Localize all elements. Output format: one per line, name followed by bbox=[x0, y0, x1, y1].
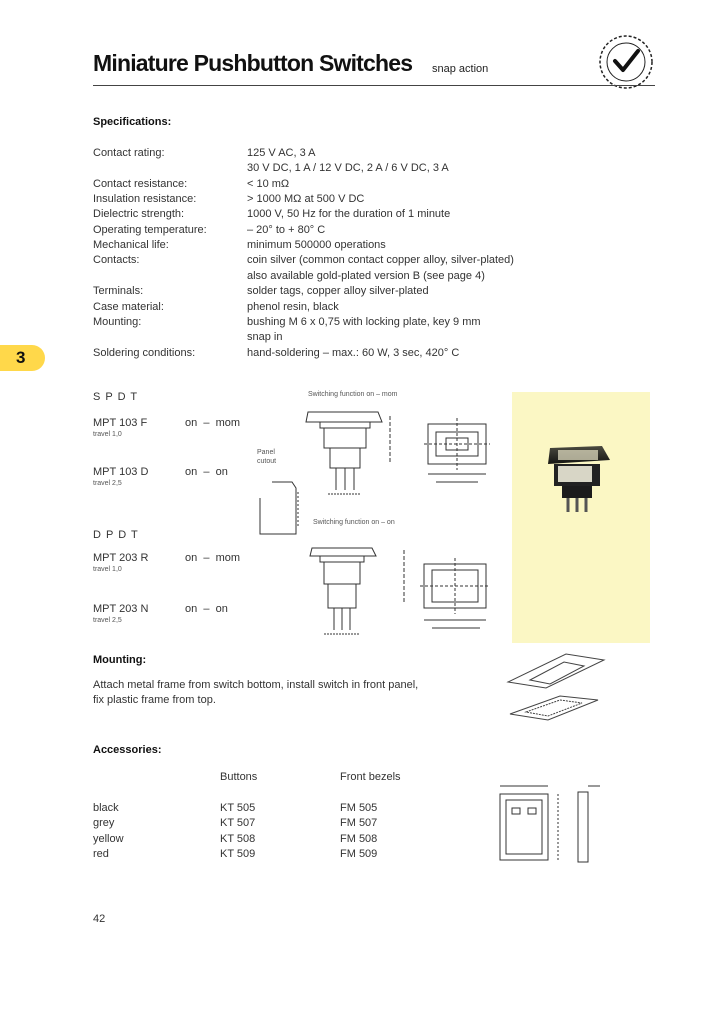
model-function: on – mom bbox=[185, 552, 241, 564]
page-subtitle: snap action bbox=[432, 63, 489, 75]
model-travel: travel 1,0 bbox=[93, 431, 122, 438]
dpdt-dimension-drawing bbox=[300, 530, 510, 640]
dpdt-function-caption: Switching function on – on bbox=[313, 519, 395, 526]
panel-cutout-label: Panel cutout bbox=[257, 449, 277, 465]
spec-row: Contact rating: 125 V AC, 3 A bbox=[93, 147, 316, 159]
model-function: on – mom bbox=[185, 417, 241, 429]
accessories-heading: Accessories: bbox=[93, 744, 162, 756]
specifications-heading: Specifications: bbox=[93, 116, 172, 128]
spec-row: Terminals: solder tags, copper alloy silver-plated bbox=[93, 285, 429, 297]
mounting-frames-drawing bbox=[500, 648, 610, 728]
model-travel: travel 2,5 bbox=[93, 480, 122, 487]
column-header-bezels: Front bezels bbox=[340, 771, 401, 783]
model-travel: travel 2,5 bbox=[93, 617, 122, 624]
spec-row: Dielectric strength: 1000 V, 50 Hz for the duration of 1 minute bbox=[93, 208, 451, 220]
model-name: MPT 103 F bbox=[93, 417, 148, 429]
accessory-color: red bbox=[93, 848, 109, 860]
spec-row: Case material: phenol resin, black bbox=[93, 301, 339, 313]
model-name: MPT 103 D bbox=[93, 466, 149, 478]
header-rule bbox=[93, 85, 655, 86]
accessory-color: grey bbox=[93, 817, 115, 829]
model-name: MPT 203 N bbox=[93, 603, 149, 615]
spec-row: Contacts: coin silver (common contact copper alloy, silver-plated) bbox=[93, 254, 514, 266]
model-function: on – on bbox=[185, 603, 228, 615]
accessory-button: KT 508 bbox=[220, 833, 256, 845]
spdt-heading: S P D T bbox=[93, 391, 139, 403]
accessory-bezel: FM 507 bbox=[340, 817, 378, 829]
accessory-button: KT 509 bbox=[220, 848, 256, 860]
spdt-dimension-drawing bbox=[250, 398, 505, 538]
spec-row: Insulation resistance: > 1000 MΩ at 500 V DC bbox=[93, 193, 365, 205]
spec-row: Soldering conditions: hand-soldering – max.: 60 W, 3 sec, 420° C bbox=[93, 347, 460, 359]
model-function: on – on bbox=[185, 466, 228, 478]
mounting-line: Attach metal frame from switch bottom, install switch in front panel, bbox=[93, 679, 419, 691]
model-travel: travel 1,0 bbox=[93, 566, 122, 573]
front-bezel-drawing bbox=[492, 778, 622, 868]
accessory-bezel: FM 509 bbox=[340, 848, 378, 860]
spec-row: snap in bbox=[247, 331, 283, 343]
dpdt-heading: D P D T bbox=[93, 529, 139, 541]
accessory-button: KT 505 bbox=[220, 802, 256, 814]
spec-row: also available gold-plated version B (see page 4) bbox=[247, 270, 485, 282]
spec-row: Contact resistance: < 10 mΩ bbox=[93, 178, 290, 190]
specifications-table bbox=[93, 146, 653, 366]
mounting-heading: Mounting: bbox=[93, 654, 147, 666]
page-title: Miniature Pushbutton Switches bbox=[93, 50, 413, 76]
accessory-color: yellow bbox=[93, 833, 124, 845]
rohs-badge bbox=[598, 34, 654, 90]
spec-row: 30 V DC, 1 A / 12 V DC, 2 A / 6 V DC, 3 A bbox=[247, 162, 449, 174]
spec-row: Mounting: bushing M 6 x 0,75 with locking plate, key 9 mm bbox=[93, 316, 481, 328]
page-number: 42 bbox=[93, 913, 106, 925]
spec-row: Mechanical life: minimum 500000 operations bbox=[93, 239, 386, 251]
spec-row: Operating temperature: – 20° to + 80° C bbox=[93, 224, 326, 236]
mounting-line: fix plastic frame from top. bbox=[93, 694, 216, 706]
chapter-number: 3 bbox=[16, 348, 26, 367]
spdt-function-caption: Switching function on – mom bbox=[308, 391, 398, 398]
checkmark-icon bbox=[615, 51, 638, 70]
product-photo bbox=[540, 438, 620, 518]
column-header-buttons: Buttons bbox=[220, 771, 258, 783]
accessory-button: KT 507 bbox=[220, 817, 256, 829]
accessory-bezel: FM 505 bbox=[340, 802, 378, 814]
accessory-bezel: FM 508 bbox=[340, 833, 378, 845]
model-name: MPT 203 R bbox=[93, 552, 149, 564]
chapter-tab[interactable] bbox=[0, 345, 45, 371]
accessory-color: black bbox=[93, 802, 119, 814]
